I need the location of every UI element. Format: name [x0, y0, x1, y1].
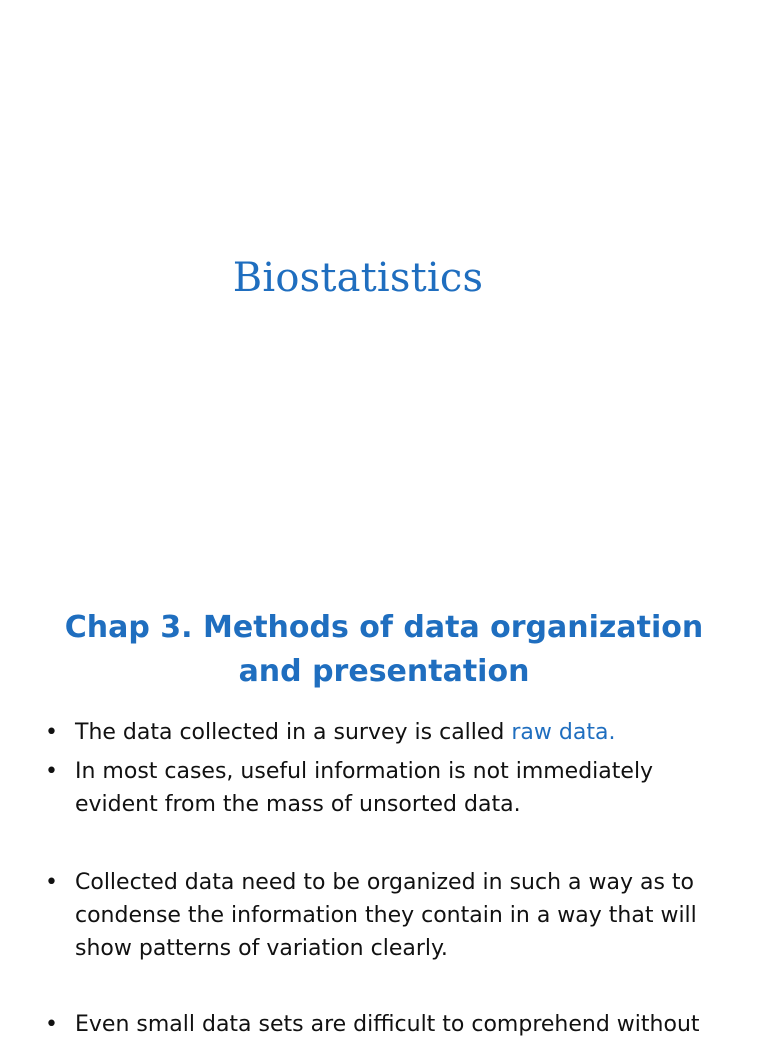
bullet-text: Collected data need to be organized in such a way as to condense the information they contain in a way that will show patterns of variation clearly.: [75, 870, 697, 961]
bullet-icon: •: [45, 1012, 58, 1037]
highlighted-term: raw data.: [511, 720, 616, 745]
bullet-text: In most cases, useful information is not immediately evident from the mass of unsorted data.: [75, 759, 654, 817]
bullet-item: [45, 1008, 735, 1041]
bullet-icon: •: [45, 720, 58, 745]
bullet-item: [45, 866, 735, 965]
bullet-item: [45, 716, 735, 749]
chapter-heading: Chap 3. Methods of data organization and presentation: [64, 610, 704, 689]
document-title: Biostatistics: [232, 255, 484, 301]
bullet-icon: •: [45, 870, 58, 895]
bullet-item: [45, 755, 735, 821]
bullet-text: The data collected in a survey is called: [75, 720, 512, 745]
bullet-icon: •: [45, 759, 58, 784]
bullet-text: Even small data sets are difficult to comprehend without: [75, 1012, 700, 1037]
